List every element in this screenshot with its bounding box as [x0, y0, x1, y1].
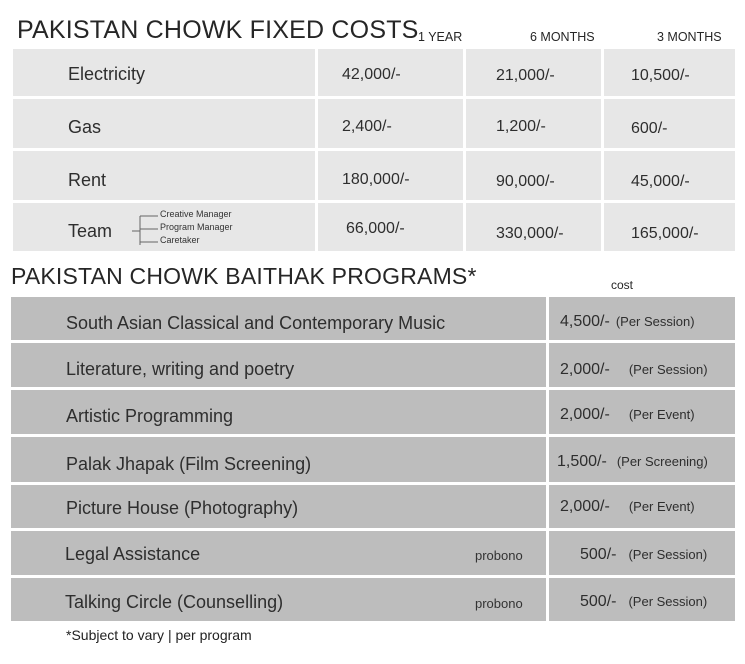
- program-cost: [560, 498, 695, 516]
- value-cell-6-months: [466, 49, 601, 96]
- cost-amount: 2,000/-: [560, 406, 610, 423]
- program-cost: [580, 546, 707, 564]
- program-cost-cell: [549, 390, 735, 434]
- program-name: Picture House (Photography): [66, 498, 299, 518]
- cost-unit: (Per Session): [628, 547, 708, 562]
- value-cell-1-year: [318, 99, 463, 148]
- program-name: Palak Jhapak (Film Screening): [66, 454, 312, 474]
- program-cost: [560, 361, 708, 379]
- probono-note: probono: [475, 596, 523, 611]
- value-cell-1-year: [318, 49, 463, 96]
- cost-value: 21,000/-: [496, 67, 555, 84]
- value-cell-1-year: [318, 151, 463, 200]
- probono-note: probono: [475, 548, 523, 563]
- cost-column-header: cost: [611, 278, 634, 292]
- cost-value: 600/-: [631, 120, 668, 137]
- cost-value: 1,200/-: [496, 118, 546, 135]
- program-name: South Asian Classical and Contemporary Music: [66, 313, 446, 333]
- program-name: Artistic Programming: [66, 406, 234, 426]
- program-cost-cell: [549, 485, 735, 528]
- label-cell: [13, 99, 315, 148]
- cost-amount: 4,500/-: [560, 313, 610, 330]
- program-cost: [557, 453, 708, 471]
- cost-amount: 2,000/-: [560, 498, 610, 515]
- cost-amount: 500/-: [580, 546, 617, 563]
- cost-amount: 1,500/-: [557, 453, 607, 470]
- row-label: Team: [68, 221, 113, 241]
- value-cell-3-months: [604, 49, 735, 96]
- program-name-cell: [11, 578, 546, 621]
- program-name-cell: [11, 485, 546, 528]
- program-name: Literature, writing and poetry: [66, 359, 295, 379]
- cost-value: 330,000/-: [496, 225, 564, 242]
- value-cell-3-months: [604, 99, 735, 148]
- cost-amount: 500/-: [580, 593, 617, 610]
- program-cost: [560, 313, 695, 331]
- row-label: Rent: [68, 170, 107, 190]
- program-cost-cell: [549, 297, 735, 340]
- program-name-cell: [11, 437, 546, 482]
- team-role: Caretaker: [160, 235, 200, 245]
- cost-value: 45,000/-: [631, 173, 690, 190]
- program-name-cell: [11, 390, 546, 434]
- fixed-costs-title: PAKISTAN CHOWK FIXED COSTS: [17, 16, 419, 44]
- program-cost-cell: [549, 343, 735, 387]
- program-cost-cell: [549, 437, 735, 482]
- program-name-cell: [11, 343, 546, 387]
- cost-value: 66,000/-: [346, 220, 405, 237]
- cost-value: 2,400/-: [342, 118, 392, 135]
- cost-unit: (Per Screening): [616, 454, 708, 469]
- program-name-cell: [11, 297, 546, 340]
- cost-value: 165,000/-: [631, 225, 699, 242]
- footnote: *Subject to vary | per program: [66, 627, 252, 643]
- program-cost-cell: [549, 578, 735, 621]
- value-cell-3-months: [604, 203, 735, 251]
- column-header-6-months: 6 MONTHS: [530, 30, 595, 44]
- column-header-3-months: 3 MONTHS: [657, 30, 722, 44]
- cost-unit: (Per Session): [628, 362, 708, 377]
- programs-title: PAKISTAN CHOWK BAITHAK PROGRAMS*: [11, 263, 477, 289]
- row-label: Electricity: [68, 64, 146, 84]
- label-cell: [13, 151, 315, 200]
- team-role: Program Manager: [160, 222, 233, 232]
- value-cell-3-months: [604, 151, 735, 200]
- label-cell: [13, 49, 315, 96]
- cost-value: 90,000/-: [496, 173, 555, 190]
- program-name-cell: [11, 531, 546, 575]
- team-roles-bracket: [130, 211, 160, 245]
- value-cell-6-months: [466, 99, 601, 148]
- cost-value: 42,000/-: [342, 66, 401, 83]
- program-cost: [580, 593, 707, 611]
- program-name: Legal Assistance: [65, 544, 201, 564]
- program-cost-cell: [549, 531, 735, 575]
- cost-unit: (Per Event): [628, 499, 695, 514]
- cost-unit: (Per Event): [628, 407, 695, 422]
- value-cell-1-year: [318, 203, 463, 251]
- value-cell-6-months: [466, 151, 601, 200]
- program-cost: [560, 406, 695, 424]
- value-cell-6-months: [466, 203, 601, 251]
- cost-value: 180,000/-: [342, 171, 410, 188]
- cost-unit: (Per Session): [628, 594, 708, 609]
- cost-unit: (Per Session): [615, 314, 695, 329]
- column-header-1-year: 1 YEAR: [418, 30, 463, 44]
- row-label: Gas: [68, 117, 102, 137]
- cost-value: 10,500/-: [631, 67, 690, 84]
- label-cell: [13, 203, 315, 251]
- team-role: Creative Manager: [160, 209, 232, 219]
- program-name: Talking Circle (Counselling): [65, 592, 284, 612]
- cost-amount: 2,000/-: [560, 361, 610, 378]
